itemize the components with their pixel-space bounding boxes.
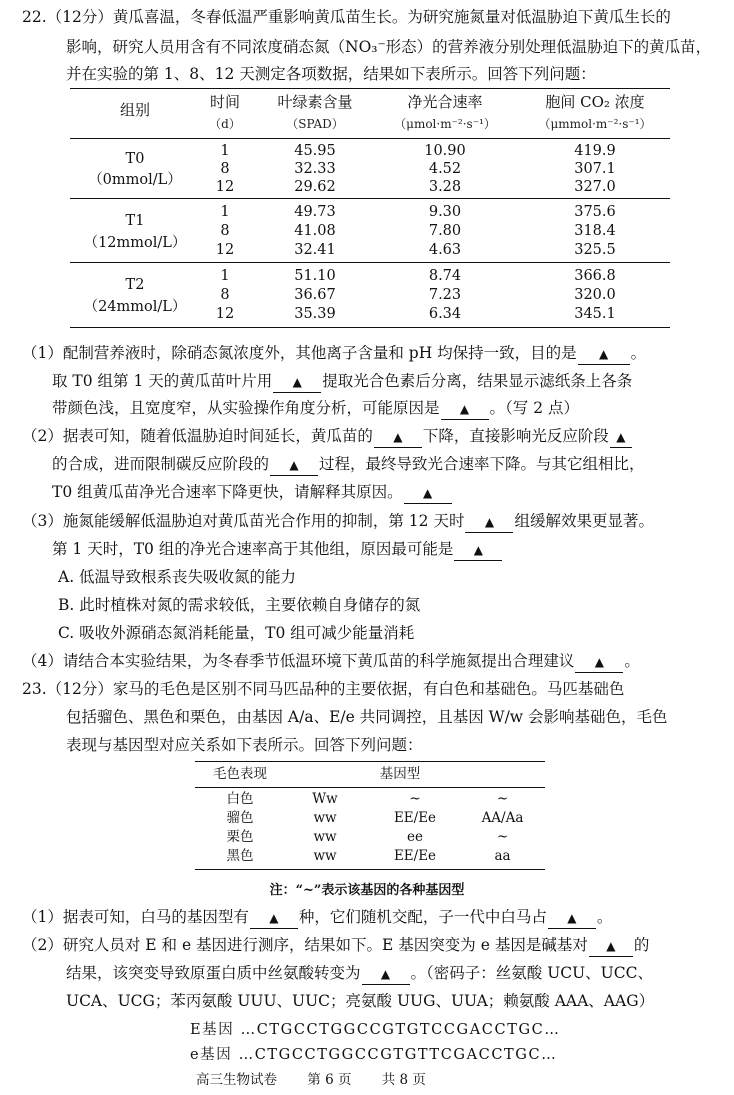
- table-cell: 320.0: [574, 287, 616, 303]
- table-header-rule: [70, 138, 670, 139]
- table-header-co2: 胞间 CO₂ 浓度: [545, 93, 645, 111]
- table-header-chlorophyll-unit: （SPAD）: [286, 117, 344, 131]
- table-note: 注：“~”表示该基因的各种基因型: [269, 883, 465, 898]
- table-group-rule: [70, 262, 670, 263]
- table-cell: 36.67: [294, 287, 336, 303]
- table-header-group: 组别: [119, 101, 150, 119]
- group-conc-t1: （12mmol/L）: [83, 235, 187, 251]
- answer-blank[interactable]: ▲: [441, 400, 489, 420]
- group-name-t0: T0: [125, 151, 145, 167]
- q22-part3-line2: 第 1 天时，T0 组的净光合速率高于其他组，原因最可能是 ▲: [52, 538, 503, 561]
- table-cell: 1: [220, 143, 230, 159]
- option-c[interactable]: C. 吸收外源硝态氮消耗能量，T0 组可减少能量消耗: [58, 624, 415, 642]
- q22-part2-line1: （2）据表可知，随着低温胁迫时间延长，黄瓜苗的 ▲ 下降，直接影响光反应阶段 ▲: [22, 425, 633, 448]
- table-cell: ~: [496, 829, 509, 845]
- table-header-time: 时间: [209, 93, 240, 111]
- table-cell: 10.90: [424, 143, 466, 159]
- table-cell: 41.08: [294, 223, 336, 239]
- table-cell: 1: [220, 204, 230, 220]
- table-bottom-rule: [195, 869, 545, 870]
- table-cell: 51.10: [294, 268, 336, 284]
- answer-blank[interactable]: ▲: [548, 909, 596, 929]
- group-name-t2: T2: [125, 277, 145, 293]
- table-cell: 7.80: [428, 223, 462, 239]
- table-cell: 骝色: [226, 810, 254, 826]
- page-footer: [196, 1068, 452, 1088]
- q22-part4: （4）请结合本实验结果，为冬春季节低温环境下黄瓜苗的科学施氮提出合理建议 ▲ 。: [22, 650, 640, 673]
- table-cell: 8: [220, 161, 230, 177]
- horse-color-table: [195, 761, 545, 871]
- table-group-rule: [70, 198, 670, 199]
- q23-intro-line3: 表现与基因型对应关系如下表所示。回答下列问题：: [66, 736, 423, 754]
- group-conc-t0: （0mmol/L）: [88, 172, 182, 188]
- table-cell: 375.6: [574, 204, 616, 220]
- table-header-net-rate-unit: （μmol·m⁻²·s⁻¹）: [394, 117, 496, 131]
- table-cell: 8.74: [428, 268, 462, 284]
- table-header-genotype: 基因型: [379, 766, 421, 782]
- table-header-rule: [195, 787, 545, 788]
- q23-part2-line1: （2）研究人员对 E 和 e 基因进行测序，结果如下。E 基因突变为 e 基因是碱基对 ▲ 的: [22, 934, 649, 957]
- table-cell: 49.73: [294, 204, 336, 220]
- footer-page-number: 第 6 页: [307, 1072, 352, 1088]
- table-cell: ww: [313, 810, 337, 826]
- table-cell: 12: [215, 306, 235, 322]
- table-cell: 307.1: [574, 161, 616, 177]
- table-header-net-rate: 净光合速率: [407, 93, 483, 111]
- table-cell: 35.39: [294, 306, 336, 322]
- footer-total-pages: 共 8 页: [381, 1072, 426, 1088]
- table-cell: ww: [313, 848, 337, 864]
- group-conc-t2: （24mmol/L）: [83, 299, 187, 315]
- table-cell: EE/Ee: [393, 810, 437, 826]
- table-cell: 345.1: [574, 306, 616, 322]
- answer-blank[interactable]: ▲: [270, 456, 318, 476]
- table-cell: ee: [407, 829, 423, 845]
- table-cell: 32.41: [294, 242, 336, 258]
- table-cell: 栗色: [226, 829, 254, 845]
- table-cell: 12: [215, 179, 235, 195]
- q22-part1-line2: 取 T0 组第 1 天的黄瓜苗叶片用 ▲ 提取光合色素后分离，结果显示滤纸条上各条: [52, 370, 632, 393]
- table-cell: 7.23: [428, 287, 462, 303]
- table-cell: 318.4: [574, 223, 616, 239]
- table-cell: 8: [220, 287, 230, 303]
- table-cell: 419.9: [574, 143, 616, 159]
- q22-part3-line1: （3）施氮能缓解低温胁迫对黄瓜苗光合作用的抑制，第 12 天时 ▲ 组缓解效果更显著。: [22, 510, 654, 533]
- table-cell: AA/Aa: [481, 810, 524, 826]
- table-cell: aa: [494, 848, 511, 864]
- q22-part1-line1: （1）配制营养液时，除硝态氮浓度外，其他离子含量和 pH 均保持一致，目的是 ▲ 。: [22, 342, 646, 365]
- table-cell: 32.33: [294, 161, 336, 177]
- option-b[interactable]: B. 此时植株对氮的需求较低，主要依赖自身储存的氮: [58, 596, 421, 614]
- answer-blank[interactable]: ▲: [454, 541, 502, 561]
- answer-blank[interactable]: ▲: [273, 373, 321, 393]
- answer-blank[interactable]: ▲: [250, 909, 298, 929]
- q23-part2-line3: UCA、UCG；苯丙氨酸 UUU、UUC；亮氨酸 UUG、UUA；赖氨酸 AAA、AAG）: [66, 992, 655, 1010]
- table-cell: 8: [220, 223, 230, 239]
- table-cell: 12: [215, 242, 235, 258]
- q22-intro-line1: 22.（12分）黄瓜喜温，冬春低温严重影响黄瓜苗生长。为研究施氮量对低温胁迫下黄瓜生长的: [22, 8, 671, 26]
- table-cell: ww: [313, 829, 337, 845]
- gene-sequence-e: e基因 …CTGCCTGGCCGTGTTCGACCTGC…: [190, 1047, 558, 1063]
- footer-paper-name: 高三生物试卷: [196, 1072, 277, 1088]
- table-header-chlorophyll: 叶绿素含量: [277, 93, 353, 111]
- table-header-co2-unit: （μmmol·m⁻²·s⁻¹）: [538, 117, 652, 131]
- cucumber-data-table: [70, 88, 670, 328]
- answer-blank[interactable]: ▲: [374, 428, 422, 448]
- table-header-color: 毛色表现: [213, 766, 267, 782]
- group-name-t1: T1: [125, 213, 145, 229]
- answer-blank[interactable]: ▲: [465, 513, 513, 533]
- table-top-rule: [195, 761, 545, 762]
- table-cell: 6.34: [428, 306, 462, 322]
- table-header-time-unit: （d）: [209, 117, 241, 131]
- table-cell: 327.0: [574, 179, 616, 195]
- q22-part1-line3: 带颜色浅，且宽度窄，从实验操作角度分析，可能原因是 ▲ 。（写 2 点）: [52, 397, 579, 420]
- table-cell: 白色: [226, 791, 254, 807]
- table-cell: ~: [496, 791, 509, 807]
- answer-blank[interactable]: ▲: [578, 345, 630, 365]
- table-cell: 366.8: [574, 268, 616, 284]
- table-cell: 1: [220, 268, 230, 284]
- table-cell: 29.62: [294, 179, 336, 195]
- table-cell: 4.63: [428, 242, 462, 258]
- q23-intro-line1: 23.（12分）家马的毛色是区别不同马匹品种的主要依据，有白色和基础色。马匹基础色: [22, 680, 625, 698]
- table-cell: 4.52: [428, 161, 462, 177]
- table-cell: Ww: [312, 791, 338, 807]
- table-cell: 黑色: [226, 848, 254, 864]
- table-cell: ~: [409, 791, 421, 807]
- q23-part1: （1）据表可知，白马的基因型有 ▲ 种，它们随机交配，子一代中白马占 ▲ 。: [22, 906, 612, 929]
- q23-intro-line2: 包括骝色、黑色和栗色，由基因 A/a、E/e 共同调控，且基因 W/w 会影响基础色，毛色: [66, 708, 668, 726]
- q22-intro-line2: 影响，研究人员用含有不同浓度硝态氮（NO₃⁻形态）的营养液分别处理低温胁迫下的黄瓜苗，: [66, 38, 712, 56]
- table-cell: 9.30: [428, 204, 462, 220]
- option-a[interactable]: A. 低温导致根系丧失吸收氮的能力: [58, 568, 297, 586]
- gene-sequence-E: E基因 …CTGCCTGGCCGTGTCCGACCTGC…: [190, 1022, 561, 1038]
- table-cell: 325.5: [574, 242, 616, 258]
- q22-part2-line3: T0 组黄瓜苗净光合速率下降更快，请解释其原因。 ▲: [52, 481, 453, 504]
- q22-part2-line2: 的合成，进而限制碳反应阶段的 ▲ 过程，最终导致光合速率下降。与其它组相比，: [52, 453, 645, 476]
- table-top-rule: [70, 88, 670, 89]
- q22-intro-line3: 并在实验的第 1、8、12 天测定各项数据，结果如下表所示。回答下列问题：: [66, 65, 596, 83]
- answer-blank[interactable]: ▲: [404, 484, 452, 504]
- answer-blank[interactable]: ▲: [589, 937, 633, 957]
- answer-blank[interactable]: ▲: [362, 965, 410, 985]
- answer-blank[interactable]: ▲: [575, 653, 623, 673]
- table-cell: 3.28: [428, 179, 462, 195]
- table-cell: EE/Ee: [393, 848, 437, 864]
- table-bottom-rule: [70, 327, 670, 328]
- answer-blank[interactable]: ▲: [610, 428, 632, 448]
- q23-part2-line2: 结果，该突变导致原蛋白质中丝氨酸转变为 ▲ 。（密码子：丝氨酸 UCU、UCC、: [66, 962, 653, 985]
- table-cell: 45.95: [294, 143, 336, 159]
